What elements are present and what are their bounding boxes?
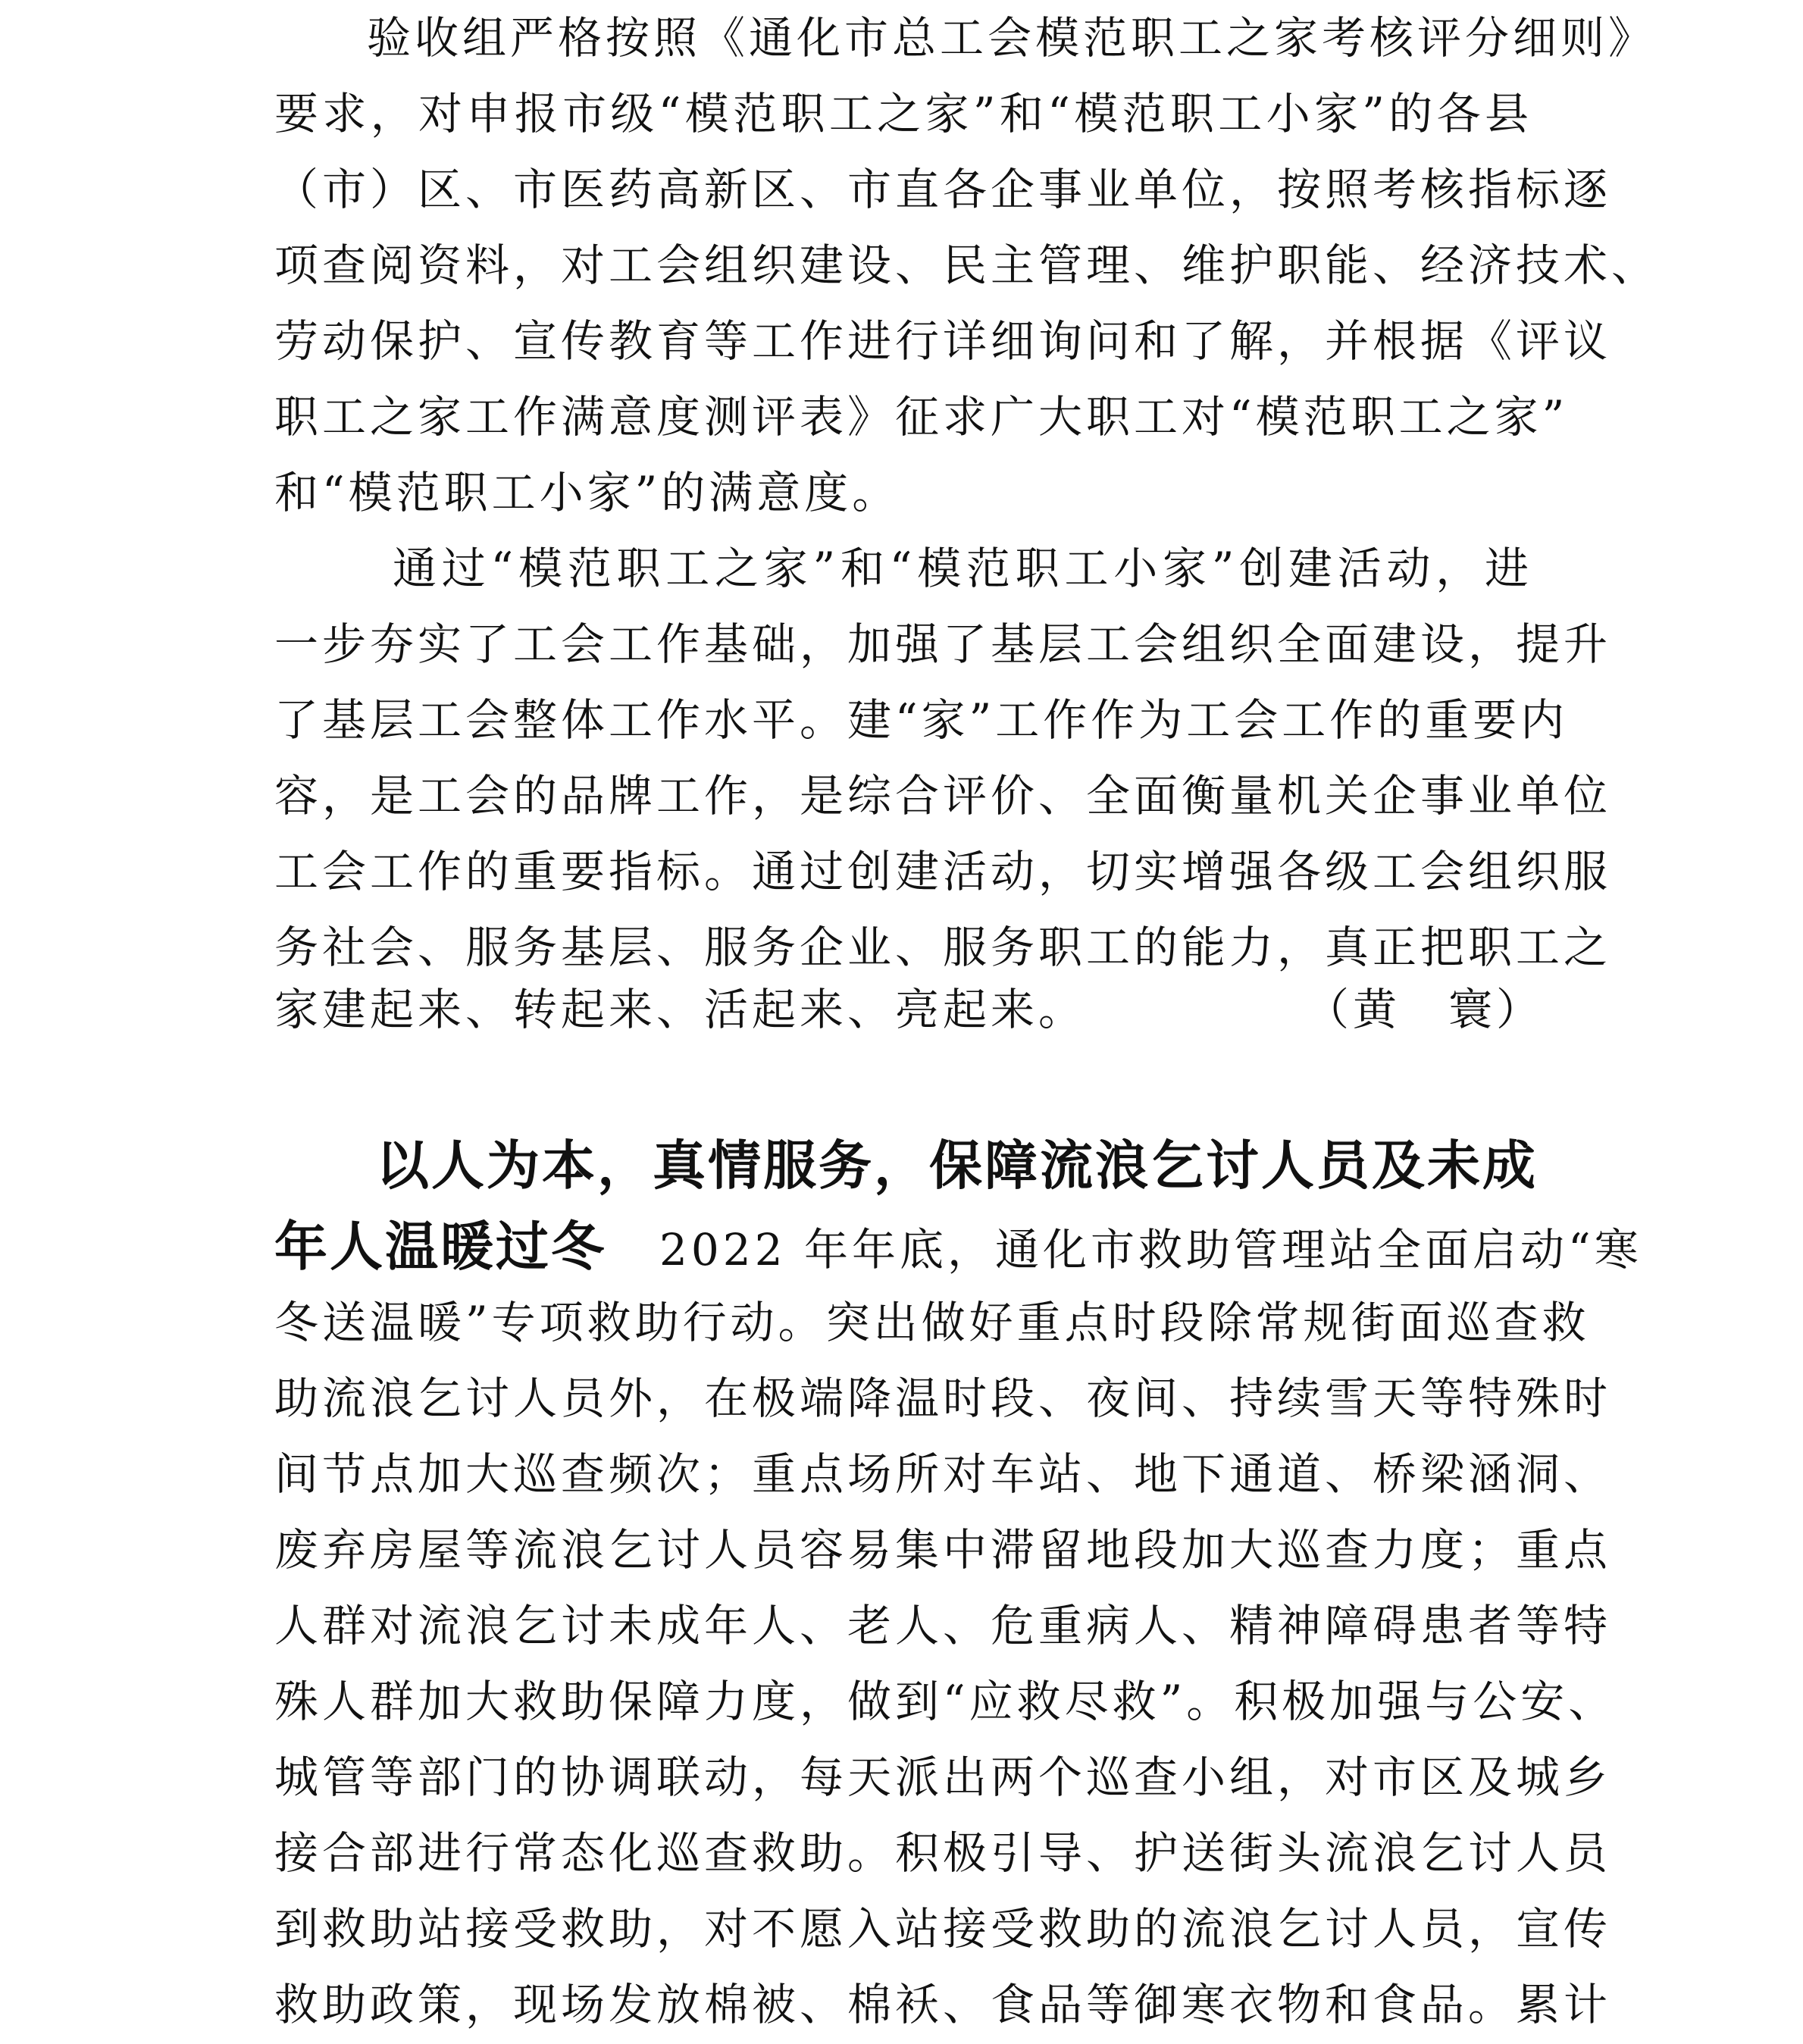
paragraph-line: 到救助站接受救助，对不愿入站接受救助的流浪乞讨人员，宣传 (274, 1903, 1612, 1955)
paragraph-line: 工会工作的重要指标。通过创建活动，切实增强各级工会组织服 (274, 846, 1612, 897)
paragraph-line: 家建起来、转起来、活起来、亮起来。 (274, 984, 1087, 1035)
paragraph-line: 救助政策，现场发放棉被、棉袄、食品等御寒衣物和食品。累计 (274, 1979, 1612, 2030)
paragraph-line: 殊人群加大救助保障力度，做到“应救尽救”。积极加强与公安、 (274, 1676, 1617, 1727)
paragraph-line: 和“模范职工小家”的满意度。 (274, 467, 900, 518)
paragraph-line: 冬送温暖”专项救助行动。突出做好重点时段除常规街面巡查救 (274, 1297, 1590, 1348)
article-title-continued: 年人温暖过冬 (274, 1216, 606, 1278)
paragraph-line: （市）区、市医药高新区、市直各企事业单位，按照考核指标逐 (274, 164, 1612, 215)
paragraph-line: 务社会、服务基层、服务企业、服务职工的能力，真正把职工之 (274, 922, 1612, 973)
paragraph-line: 容，是工会的品牌工作，是综合评价、全面衡量机关企事业单位 (274, 770, 1612, 822)
article-title: 以人为本，真情服务，保障流浪乞讨人员及未成 (376, 1135, 1538, 1197)
paragraph-line: 劳动保护、宣传教育等工作进行详细询问和了解，并根据《评议 (274, 315, 1612, 367)
paragraph-line: 间节点加大巡查频次；重点场所对车站、地下通道、桥梁涵洞、 (274, 1448, 1612, 1500)
paragraph-line: 废弃房屋等流浪乞讨人员容易集中滞留地段加大巡查力度；重点 (274, 1524, 1612, 1576)
paragraph-line: 接合部进行常态化巡查救助。积极引导、护送街头流浪乞讨人员 (274, 1827, 1612, 1879)
paragraph-line: 验收组严格按照《通化市总工会模范职工之家考核评分细则》 (367, 12, 1657, 64)
author-credit: （黄 寰） (1305, 984, 1545, 1035)
paragraph-line: 要求，对申报市级“模范职工之家”和“模范职工小家”的各县 (274, 88, 1532, 139)
paragraph-line: 项查阅资料，对工会组织建设、民主管理、维护职能、经济技术、 (274, 239, 1660, 291)
paragraph-line: 通过“模范职工之家”和“模范职工小家”创建活动，进 (393, 543, 1532, 594)
paragraph-line: 城管等部门的协调联动，每天派出两个巡查小组，对市区及城乡 (274, 1751, 1612, 1803)
paragraph-line: 一步夯实了工会工作基础，加强了基层工会组织全面建设，提升 (274, 618, 1612, 670)
lead-text: 2022 年年底，通化市救助管理站全面启动“寒 (659, 1224, 1642, 1276)
paragraph-line: 助流浪乞讨人员外，在极端降温时段、夜间、持续雪天等特殊时 (274, 1373, 1612, 1424)
paragraph-line: 了基层工会整体工作水平。建“家”工作作为工会工作的重要内 (274, 694, 1569, 746)
paragraph-line: 人群对流浪乞讨未成年人、老人、危重病人、精神障碍患者等特 (274, 1600, 1612, 1651)
title-and-lead-line (274, 1209, 1642, 1285)
paragraph-line: 职工之家工作满意度测评表》征求广大职工对“模范职工之家” (274, 391, 1569, 443)
